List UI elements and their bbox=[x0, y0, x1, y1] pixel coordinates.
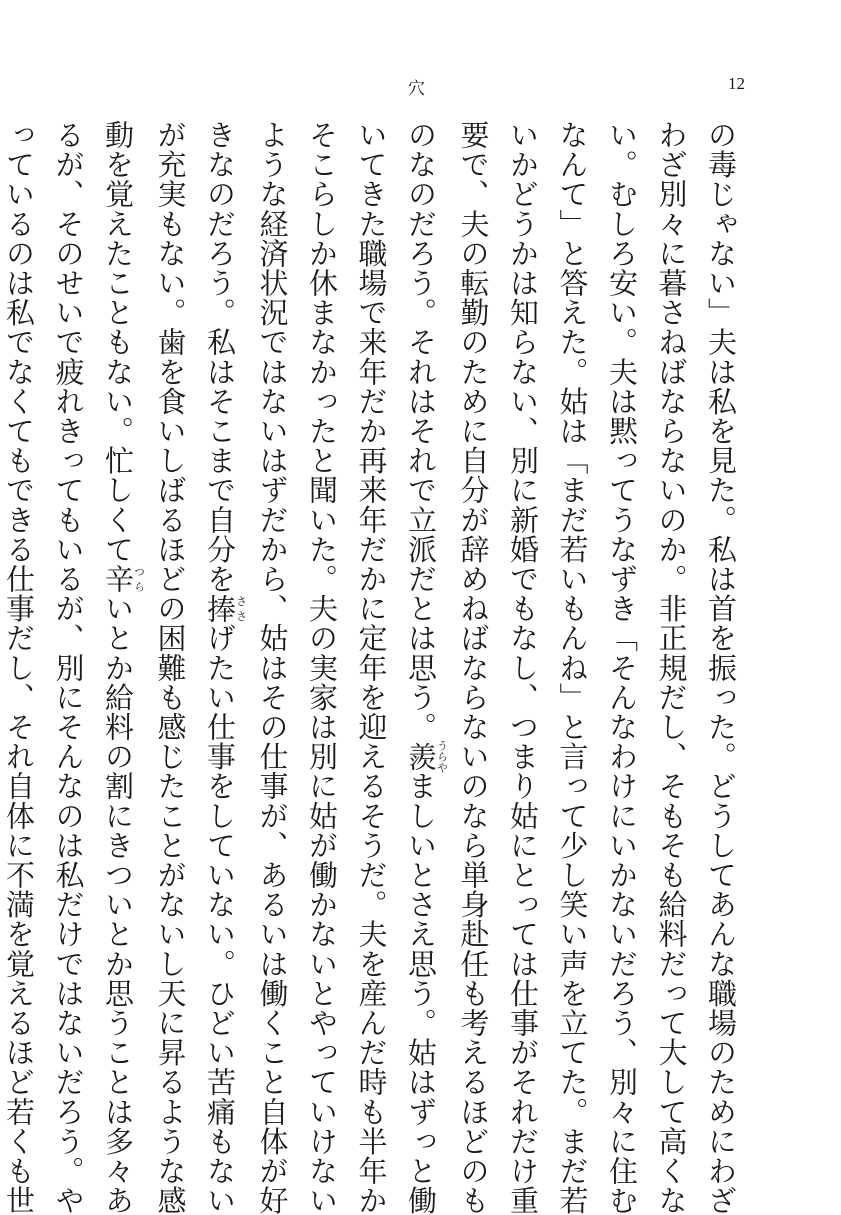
running-title: 穴 bbox=[408, 79, 427, 99]
text-column-7-part-b: ましいとさえ思う。姑はずっと働 bbox=[404, 771, 438, 1215]
ruby-sasage: 捧ささ bbox=[203, 593, 248, 624]
text-column-11-part-a: きなのだろう。私はそこまで自分を bbox=[203, 120, 237, 594]
ruby-tsurai: 辛つら bbox=[101, 564, 146, 594]
text-column-11 bbox=[195, 120, 248, 1215]
ruby-urayamashii: 羨うらや bbox=[404, 739, 449, 773]
text-column-2: わざ別々に暮さねばならないのか。非正規だし、そもそも給料だって大して高くな bbox=[654, 120, 689, 1215]
page-number: 12 bbox=[728, 74, 745, 93]
text-column-12: が充実もない。歯を食いしばるほどの困難も感じたことがないし天に昇るような感 bbox=[153, 120, 188, 1215]
text-column-7-part-a: のなのだろう。それはそれで立派だとは思う。 bbox=[404, 120, 438, 742]
text-column-9: そこらしか休まなかったと聞いた。夫の実家は別に姑が働かないとやっていけない bbox=[305, 120, 339, 1215]
text-column-7 bbox=[396, 120, 449, 1215]
text-column-10: ような経済状況ではないはずだから、姑はその仕事が、あるいは働くこと自体が好 bbox=[255, 120, 290, 1215]
text-column-14: るが、そのせいで疲れきってもいるが、別にそんなのは私だけではないだろう。や bbox=[51, 120, 86, 1215]
body-text bbox=[2, 120, 745, 1215]
text-column-4: なんて」と答えた。姑は「まだ若いもんね」と言って少し笑い声を立てた。まだ若 bbox=[555, 120, 590, 1215]
text-column-15: っているのは私でなくてもできる仕事だし、それ自体に不満を覚えるほど若くも世 bbox=[2, 120, 36, 1215]
text-column-6: 要で、夫の転勤のために自分が辞めねばならないのなら単身赴任も考えるほどのも bbox=[456, 120, 491, 1215]
text-column-13 bbox=[93, 120, 146, 1215]
text-column-13-part-b: いとか給料の割にきついとか思うことは多々あ bbox=[101, 593, 135, 1215]
text-column-13-part-a: 動を覚えたこともない。忙しくて bbox=[101, 120, 135, 564]
text-column-3: い。むしろ安い。夫は黙ってうなずき「そんなわけにいかないだろう、別々に住む bbox=[605, 120, 639, 1215]
text-column-11-part-b: げたい仕事をしていない。ひどい苦痛もない bbox=[203, 623, 237, 1215]
text-column-1: の毒じゃない」夫は私を見た。私は首を振った。どうしてあんな職場のためにわざ bbox=[704, 120, 738, 1215]
text-column-8: いてきた職場で来年だか再来年だかに定年を迎えるそうだ。夫を産んだ時も半年か bbox=[354, 120, 389, 1215]
text-column-5: いかどうかは知らない、別に新婚でもなし、つまり姑にとっては仕事がそれだけ重 bbox=[506, 120, 540, 1215]
